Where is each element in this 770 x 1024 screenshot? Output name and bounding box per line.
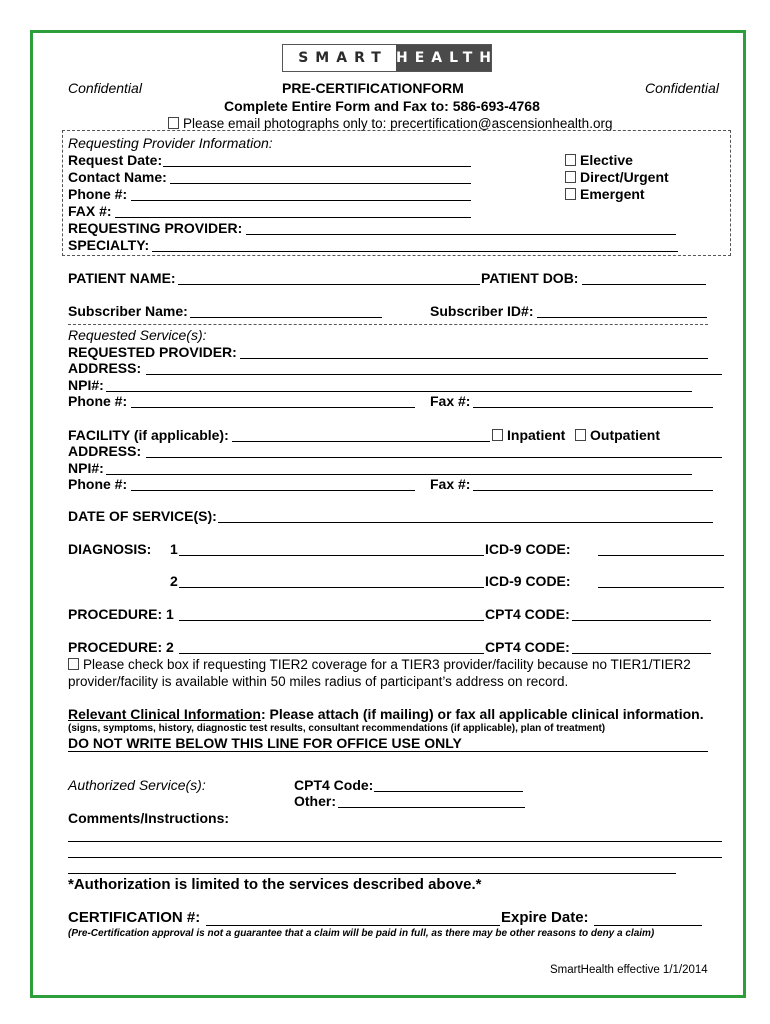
expire-date-field[interactable] (594, 925, 702, 926)
subscriber-id-label: Subscriber ID#: (430, 303, 534, 319)
facility-phone-label: Phone #: (68, 476, 128, 492)
elective-checkbox[interactable] (565, 154, 576, 166)
date-of-service-field[interactable] (218, 522, 713, 523)
office-other-label: Other: (294, 793, 336, 809)
inpatient-checkbox[interactable] (492, 429, 503, 441)
office-use-divider (68, 751, 708, 752)
request-date-label: Request Date: (68, 152, 163, 168)
tier2-note-line1: Please check box if requesting TIER2 coverage for a TIER3 provider/facility because no TIER1/TIER2 (68, 657, 691, 672)
expire-date-label: Expire Date: (501, 909, 589, 926)
certification-label: CERTIFICATION #: (68, 909, 201, 926)
comments-line-2[interactable] (68, 857, 722, 858)
patient-dob-field[interactable] (582, 284, 706, 285)
requesting-section-label: Requesting Provider Information: (68, 135, 273, 151)
phone-label: Phone #: (68, 186, 128, 202)
office-cpt4-field[interactable] (374, 791, 523, 792)
procedure-1-field[interactable] (179, 620, 484, 621)
confidential-left: Confidential (68, 80, 142, 96)
specialty-field[interactable] (152, 251, 678, 252)
authorization-limited-notice: *Authorization is limited to the services described above.* (68, 876, 482, 893)
emergent-checkbox[interactable] (565, 188, 576, 200)
patient-name-field[interactable] (178, 284, 480, 285)
comments-line-1[interactable] (68, 841, 722, 842)
tier2-note-line2: provider/facility is available within 50 miles radius of participant’s address on record. (68, 674, 569, 689)
section-divider (68, 324, 708, 325)
subscriber-name-label: Subscriber Name: (68, 303, 188, 319)
services-fax-field[interactable] (473, 407, 713, 408)
office-other-field[interactable] (338, 807, 525, 808)
smarthealth-logo (282, 44, 498, 72)
facility-address-field[interactable] (146, 457, 722, 458)
cpt4-label-2: CPT4 CODE: (485, 639, 570, 655)
diagnosis-2-number: 2 (170, 573, 178, 589)
facility-fax-label: Fax #: (430, 476, 471, 492)
logo-smart: SMART (283, 45, 396, 71)
requested-services-label: Requested Service(s): (68, 327, 207, 343)
direct-urgent-checkbox[interactable] (565, 171, 576, 183)
phone-field[interactable] (131, 200, 471, 201)
email-note: Please email photographs only to: precertification@ascensionhealth.org (168, 116, 612, 131)
option-outpatient[interactable]: Outpatient (575, 427, 660, 443)
logo-health: HEALTH (396, 45, 491, 71)
procedure-2-label: PROCEDURE: 2 (68, 639, 174, 655)
certification-disclaimer: (Pre-Certification approval is not a guarantee that a claim will be paid in full, as there may be other reasons to deny a claim) (68, 928, 655, 939)
services-fax-label: Fax #: (430, 393, 471, 409)
subscriber-name-field[interactable] (190, 317, 382, 318)
cpt4-label-1: CPT4 CODE: (485, 606, 570, 622)
option-inpatient[interactable]: Inpatient (492, 427, 565, 443)
diagnosis-label: DIAGNOSIS: (68, 541, 152, 557)
facility-field[interactable] (232, 441, 490, 442)
diagnosis-1-number: 1 (170, 541, 178, 557)
certification-field[interactable] (206, 925, 500, 926)
services-phone-field[interactable] (131, 407, 415, 408)
services-npi-field[interactable] (106, 391, 692, 392)
comments-line-3[interactable] (68, 873, 676, 874)
services-phone-label: Phone #: (68, 393, 128, 409)
services-npi-label: NPI#: (68, 377, 104, 393)
contact-name-field[interactable] (170, 183, 471, 184)
facility-fax-field[interactable] (473, 490, 713, 491)
cpt4-field-1[interactable] (572, 620, 711, 621)
outpatient-checkbox[interactable] (575, 429, 586, 441)
option-direct-urgent[interactable]: Direct/Urgent (565, 169, 669, 185)
icd9-field-1[interactable] (598, 555, 724, 556)
facility-address-label: ADDRESS: (68, 443, 142, 459)
procedure-1-label: PROCEDURE: 1 (68, 606, 174, 622)
diagnosis-2-field[interactable] (179, 587, 484, 588)
requested-provider-field[interactable] (240, 358, 708, 359)
facility-label: FACILITY (if applicable): (68, 427, 229, 443)
icd9-label-1: ICD-9 CODE: (485, 541, 571, 557)
cpt4-field-2[interactable] (572, 653, 711, 654)
requesting-provider-field[interactable] (246, 234, 676, 235)
services-address-label: ADDRESS: (68, 360, 142, 376)
requested-provider-label: REQUESTED PROVIDER: (68, 344, 237, 360)
email-checkbox[interactable] (168, 117, 179, 129)
fax-field[interactable] (115, 217, 471, 218)
tier2-checkbox[interactable] (68, 658, 79, 670)
patient-dob-label: PATIENT DOB: (481, 270, 579, 286)
do-not-write-notice: DO NOT WRITE BELOW THIS LINE FOR OFFICE USE ONLY (68, 735, 462, 751)
diagnosis-1-field[interactable] (179, 555, 484, 556)
icd9-label-2: ICD-9 CODE: (485, 573, 571, 589)
relevant-clinical-info: Relevant Clinical Information: Please attach (if mailing) or fax all applicable clinical information. (68, 706, 704, 722)
services-address-field[interactable] (146, 374, 722, 375)
facility-phone-field[interactable] (131, 490, 415, 491)
request-date-field[interactable] (163, 166, 471, 167)
office-cpt4-label: CPT4 Code: (294, 777, 374, 793)
authorized-services-label: Authorized Service(s): (68, 777, 206, 793)
comments-label: Comments/Instructions: (68, 810, 230, 826)
requesting-provider-label: REQUESTING PROVIDER: (68, 220, 243, 236)
procedure-2-field[interactable] (179, 653, 484, 654)
confidential-right: Confidential (645, 80, 719, 96)
contact-name-label: Contact Name: (68, 169, 167, 185)
option-elective[interactable]: Elective (565, 152, 633, 168)
specialty-label: SPECIALTY: (68, 237, 150, 253)
subscriber-id-field[interactable] (537, 317, 707, 318)
icd9-field-2[interactable] (598, 587, 724, 588)
form-title: PRE-CERTIFICATIONFORM (282, 80, 464, 96)
facility-npi-field[interactable] (106, 474, 692, 475)
date-of-service-label: DATE OF SERVICE(S): (68, 508, 217, 524)
option-emergent[interactable]: Emergent (565, 186, 645, 202)
relevant-clinical-details: (signs, symptoms, history, diagnostic test results, consultant recommendations (if applicable), plan of treatment) (68, 723, 606, 734)
form-subtitle: Complete Entire Form and Fax to: 586-693-4768 (224, 98, 540, 114)
footer-effective-date: SmartHealth effective 1/1/2014 (550, 964, 708, 976)
patient-name-label: PATIENT NAME: (68, 270, 176, 286)
fax-label: FAX #: (68, 203, 112, 219)
facility-npi-label: NPI#: (68, 460, 104, 476)
